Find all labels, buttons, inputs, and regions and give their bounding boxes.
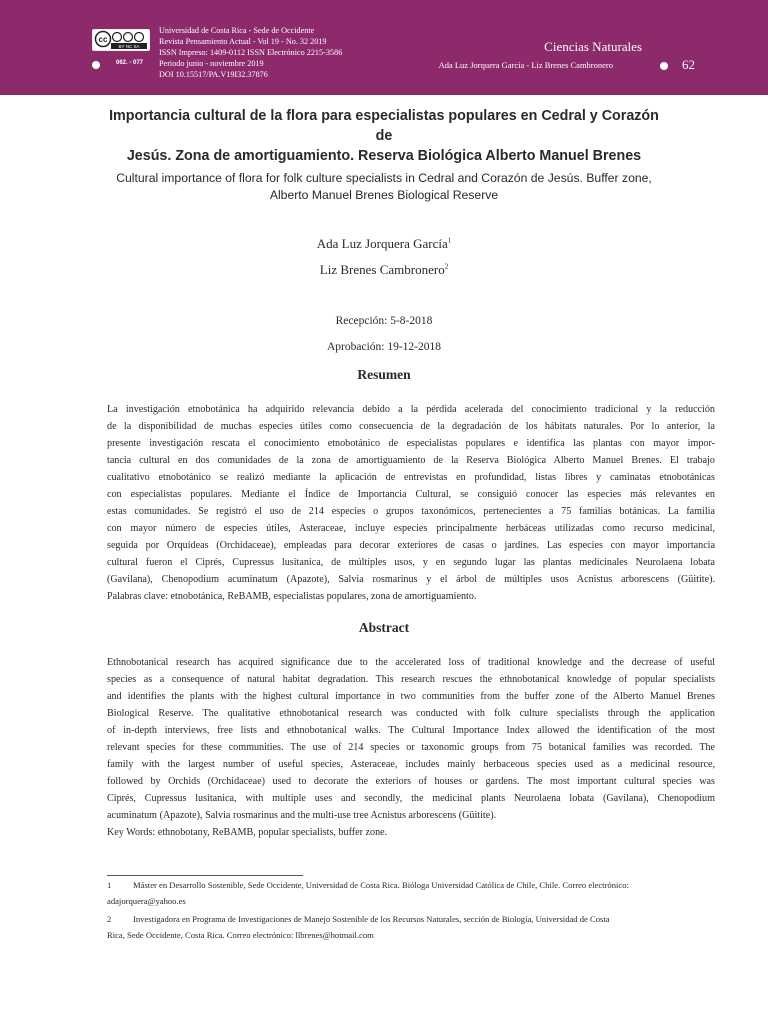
footnote-number: 2	[107, 914, 112, 924]
author-footnote-mark[interactable]: 1	[447, 236, 452, 245]
approved-date: Aprobación: 19-12-2018	[326, 341, 442, 353]
abstract-line: relevant species for these communities. The use of 214 species or taxonomic groups from 75 botanical families was recorded. The	[107, 742, 715, 753]
resumen-line: seguida por Orquídeas (Orchidaceae), empleadas para decorar exteriores de casas o jardines. Las especies con mayor importancia	[107, 540, 715, 551]
meta-journal: Revista Pensamiento Actual - Vol 19 - No. 32 2019	[159, 37, 327, 46]
footnote-text: Máster en Desarrollo Sostenible, Sede Occidente, Universidad de Costa Rica. Bióloga Universidad Católica de Chile, Chile. Correo electrónico:	[133, 880, 629, 890]
page-range: 062. - 077	[116, 60, 144, 66]
meta-university: Universidad de Costa Rica - Sede de Occidente	[159, 26, 315, 35]
abstract-line: followed by Orchids (Orchidaceae) used to decorate the exteriors of houses or gardens. The most important cultural species was	[107, 776, 715, 787]
resumen-line: La investigación etnobotánica ha adquirido relevancia debido a la pérdida acelerada del conocimiento tradicional y la reducción	[107, 404, 715, 415]
footnote-text: Investigadora en Programa de Investigaciones de Manejo Sostenible de los Recursos Naturales, sección de Biología, Universidad de Costa	[133, 914, 610, 924]
received-date: Recepción: 5-8-2018	[335, 315, 433, 327]
journal-metadata	[159, 25, 342, 80]
resumen-line: con mayor número de especies útiles, Asteraceae, incluye especies principalmente herbáceas utilizadas como recurso medicinal,	[107, 523, 715, 534]
resumen-line: tancia cultural en dos comunidades de la zona de amortiguamiento de la Reserva Biológica Alberto Manuel Brenes. El trabajo	[107, 455, 715, 466]
resumen-body	[107, 401, 715, 605]
abstract-line: acuminatum (Apazote), Salvia rosmarinus and the multi-use tree Acnistus arborescens (Güitite).	[107, 810, 497, 821]
resumen-line: presente investigación rescata el conocimiento etnobotánico de especialistas populares e identifica las plantas con mayor impor-	[107, 438, 715, 449]
footnote-email[interactable]: adajorquera@yahoo.es	[107, 895, 186, 906]
abstract-line: Ciprés, Cupressus lusitanica, with multiple uses and secondly, the medicinal plants Neurolaena lobata (Gavilana), Chenopodium	[107, 793, 715, 804]
article-title	[100, 106, 668, 166]
author-1	[0, 236, 768, 252]
abstract-line: species as a consequence of natural habitat degradation. This research rescues the ethnobotanical knowledge of popular specialists	[107, 674, 715, 685]
abstract-line: Ethnobotanical research has acquired significance due to the accelerated loss of traditional knowledge and the decrease of useful	[107, 657, 715, 668]
footnote-1	[107, 878, 715, 909]
meta-issn: ISSN Impreso: 1409-0112 ISSN Electrónico 2215-3586	[159, 48, 343, 57]
abstract-line: Biological Reserve. The qualitative ethnobotanical research was conducted with folk culture specialists through the application	[107, 708, 715, 719]
abstract-keywords: Key Words: ethnobotany, ReBAMB, popular specialists, buffer zone.	[107, 827, 388, 838]
abstract-line: and identifies the plants with the highest cultural importance in two communities from the buffer zone of the Alberto Manuel Brenes	[107, 691, 715, 702]
subtitle-line: Cultural importance of flora for folk culture specialists in Cedral and Corazón de Jesús. Buffer zone,	[116, 171, 652, 185]
author-name: Ada Luz Jorquera García	[316, 236, 448, 251]
page-number: 62	[682, 57, 695, 72]
author-2	[0, 262, 768, 278]
title-line: Importancia cultural de la flora para especialistas populares en Cedral y Corazón de	[109, 108, 659, 144]
title-line: Jesús. Zona de amortiguamiento. Reserva Biológica Alberto Manuel Brenes	[126, 148, 642, 164]
meta-doi[interactable]: DOI 10.15517/PA.V19I32.37876	[159, 70, 268, 79]
footnote-divider	[107, 875, 303, 876]
footnote-text-cont[interactable]: Rica, Sede Occidente, Costa Rica. Correo electrónico: llbrenes@hotmail.com	[107, 929, 374, 940]
footnote-2	[107, 912, 715, 943]
author-footnote-mark[interactable]: 2	[444, 262, 449, 271]
abstract-heading: Abstract	[358, 620, 410, 635]
resumen-line: cultural fueron el Ciprés, Cupressus lusitanica, de múltiples usos, y en segundo lugar las plantas medicinales Neurolaena lobata	[107, 557, 715, 568]
header-bullet-left	[92, 61, 100, 69]
abstract-body	[107, 654, 715, 841]
resumen-line: estas comunidades. Se registró el uso de 214 especies o grupos taxonómicos, pertenecientes a 75 familias botánicas. La familia	[107, 506, 715, 517]
resumen-heading: Resumen	[357, 367, 411, 382]
resumen-line: con especialistas populares. Mediante el Índice de Importancia Cultural, se consiguió conocer las especies más relevantes en	[107, 489, 715, 500]
journal-header	[0, 0, 768, 95]
abstract-line: family with the largest number of useful species, Asteraceae, includes mainly herbaceous species used as a medicinal resource,	[107, 759, 715, 770]
article-subtitle	[90, 170, 678, 204]
section-name: Ciencias Naturales	[544, 39, 642, 54]
running-authors: Ada Luz Jorquera García - Liz Brenes Cambronero	[438, 60, 613, 70]
meta-period: Periodo junio - noviembre 2019	[159, 59, 264, 68]
resumen-line: (Gavilana), Chenopodium acuminatum (Apazote), Salvia rosmarinus y el árbol de múltiples usos Acnistus arborescens (Güitite).	[107, 574, 715, 585]
license-badge-text: BY NC SA	[118, 44, 140, 49]
abstract-line: of in-depth interviews, free lists and ethnobotanical walks. The Cultural Importance Index allowed the identification of the most	[107, 725, 715, 736]
header-bullet-right	[660, 62, 668, 70]
resumen-line: cualitativo etnobotánico se realizó mediante la aplicación de entrevistas en profundidad, listas libres y caminatas etnobotánicas	[107, 472, 715, 483]
creative-commons-license-icon[interactable]	[92, 29, 150, 51]
author-name: Liz Brenes Cambronero	[319, 262, 445, 277]
svg-text:cc: cc	[98, 35, 108, 44]
resumen-keywords: Palabras clave: etnobotánica, ReBAMB, especialistas populares, zona de amortiguamiento.	[107, 591, 477, 602]
footnote-number: 1	[107, 880, 112, 890]
subtitle-line: Alberto Manuel Brenes Biological Reserve	[269, 188, 499, 202]
resumen-line: de la disponibilidad de muchas especies útiles como consecuencia de la degradación de los hábitats naturales. Por lo anterior, la	[107, 421, 715, 432]
